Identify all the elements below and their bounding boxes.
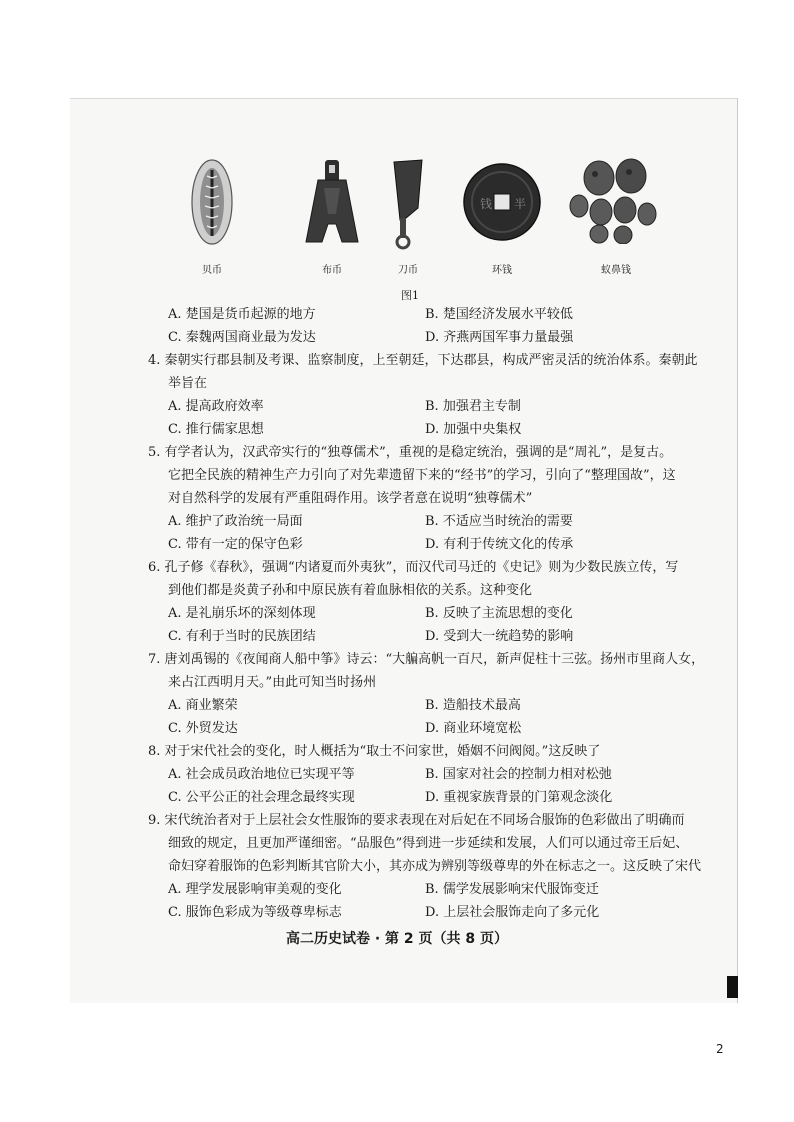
q3-option-a: A. 楚国是货币起源的地方 <box>168 307 316 322</box>
coin-label: 贝币 <box>202 265 222 276</box>
q6-options-row-2 <box>168 625 728 645</box>
q6-stem-line: 6. 孔子修《春秋》，强调“内诸夏而外夷狄”，而汉代司马迁的《史记》则为少数民族立传，写 <box>148 560 679 575</box>
q9-option-c: C. 服饰色彩成为等级尊卑标志 <box>168 905 342 920</box>
q7-option-c: C. 外贸发达 <box>168 721 238 736</box>
q4-options-row-1 <box>168 395 728 415</box>
q4-option-b: B. 加强君主专制 <box>425 399 521 414</box>
coin-label: 刀币 <box>398 265 418 276</box>
shell-coin-image <box>190 158 234 246</box>
q5-stem-line: 5. 有学者认为，汉武帝实行的“独尊儒术”，重视的是稳定统治，强调的是“周礼”，是复古。 <box>148 445 673 460</box>
q3-option-c: C. 秦魏两国商业最为发达 <box>168 330 316 345</box>
ring-coin-image <box>462 158 542 242</box>
q5-option-a: A. 维护了政治统一局面 <box>168 514 303 529</box>
q7-option-d: D. 商业环境宽松 <box>425 721 522 736</box>
knife-coin-image <box>388 158 428 250</box>
q8-stem-line: 8. 对于宋代社会的变化，时人概括为“取士不问家世，婚姻不问阀阅。”这反映了 <box>148 744 601 759</box>
q9-options-row-2 <box>168 901 728 921</box>
q7-option-a: A. 商业繁荣 <box>168 698 238 713</box>
ant-nose-coins-image <box>565 158 657 244</box>
q5-stem-line: 它把全民族的精神生产力引向了对先辈遗留下来的“经书”的学习，引向了“整理国故”，这 <box>168 468 676 483</box>
q6-option-d: D. 受到大一统趋势的影响 <box>425 629 574 644</box>
q9-option-d: D. 上层社会服饰走向了多元化 <box>425 905 600 920</box>
q3-option-d: D. 齐燕两国军事力量最强 <box>425 330 574 345</box>
q5-options-row-1 <box>168 510 728 530</box>
q8-options-row-1 <box>168 763 728 783</box>
q3-option-b: B. 楚国经济发展水平较低 <box>425 307 573 322</box>
q9-option-a: A. 理学发展影响审美观的变化 <box>168 882 342 897</box>
coin-figure <box>160 158 680 303</box>
q4-stem-line: 举旨在 <box>168 376 208 391</box>
q9-option-b: B. 儒学发展影响宋代服饰变迁 <box>425 882 599 897</box>
q6-stem-line: 到他们都是炎黄子孙和中原民族有着血脉相依的关系。这种变化 <box>168 583 533 598</box>
q6-option-a: A. 是礼崩乐坏的深刻体现 <box>168 606 316 621</box>
q4-option-a: A. 提高政府效率 <box>168 399 264 414</box>
q6-options-row-1 <box>168 602 728 622</box>
q4-options-row-2 <box>168 418 728 438</box>
page-right-edge <box>737 98 738 1003</box>
coin-label: 布币 <box>322 265 342 276</box>
q7-option-b: B. 造船技术最高 <box>425 698 521 713</box>
q4-option-d: D. 加强中央集权 <box>425 422 522 437</box>
q8-options-row-2 <box>168 786 728 806</box>
q9-stem-line: 细致的规定，且更加严谨细密。“品服色”得到进一步延续和发展，人们可以通过帝王后妃、 <box>168 836 689 851</box>
q6-option-c: C. 有利于当时的民族团结 <box>168 629 316 644</box>
figure-caption: 图1 <box>401 289 419 302</box>
q7-options-row-1 <box>168 694 728 714</box>
page-number: 2 <box>716 1042 724 1056</box>
q9-options-row-1 <box>168 878 728 898</box>
scan-edge-mark <box>727 976 738 998</box>
coin-label: 蚁鼻钱 <box>601 265 631 276</box>
spade-coin-image <box>300 158 364 250</box>
q7-stem-line: 来占江西明月天。”由此可知当时扬州 <box>168 675 377 690</box>
svg-text:钱: 钱 <box>480 197 493 211</box>
q7-options-row-2 <box>168 717 728 737</box>
q6-option-b: B. 反映了主流思想的变化 <box>425 606 573 621</box>
q3-options-row-2 <box>168 326 728 346</box>
q8-option-c: C. 公平公正的社会理念最终实现 <box>168 790 355 805</box>
coin-label: 环钱 <box>492 265 512 276</box>
q5-option-c: C. 带有一定的保守色彩 <box>168 537 303 552</box>
q5-option-d: D. 有利于传统文化的传承 <box>425 537 574 552</box>
q5-options-row-2 <box>168 533 728 553</box>
q9-stem-line: 命妇穿着服饰的色彩判断其官阶大小，其亦成为辨别等级尊卑的外在标志之一。这反映了宋代 <box>168 859 702 874</box>
q8-option-b: B. 国家对社会的控制力相对松弛 <box>425 767 612 782</box>
q4-option-c: C. 推行儒家思想 <box>168 422 264 437</box>
q8-option-d: D. 重视家族背景的门第观念淡化 <box>425 790 613 805</box>
page-footer: 高二历史试卷 · 第 2 页（共 8 页） <box>285 931 509 947</box>
q8-option-a: A. 社会成员政治地位已实现平等 <box>168 767 355 782</box>
q4-stem-line: 4. 秦朝实行郡县制及考课、监察制度，上至朝廷，下达郡县，构成严密灵活的统治体系。秦朝此 <box>148 353 698 368</box>
q9-stem-line: 9. 宋代统治者对于上层社会女性服饰的要求表现在对后妃在不同场合服饰的色彩做出了明确而 <box>148 813 685 828</box>
q5-stem-line: 对自然科学的发展有严重阻碍作用。该学者意在说明“独尊儒术” <box>168 491 533 506</box>
page-top-edge <box>70 98 738 99</box>
q7-stem-line: 7. 唐刘禹锡的《夜闻商人船中筝》诗云：“大艑高帆一百尺，新声促柱十三弦。扬州市里商人女， <box>148 652 705 667</box>
svg-text:半: 半 <box>514 197 527 211</box>
q5-option-b: B. 不适应当时统治的需要 <box>425 514 573 529</box>
q3-options-row-1 <box>168 303 728 323</box>
